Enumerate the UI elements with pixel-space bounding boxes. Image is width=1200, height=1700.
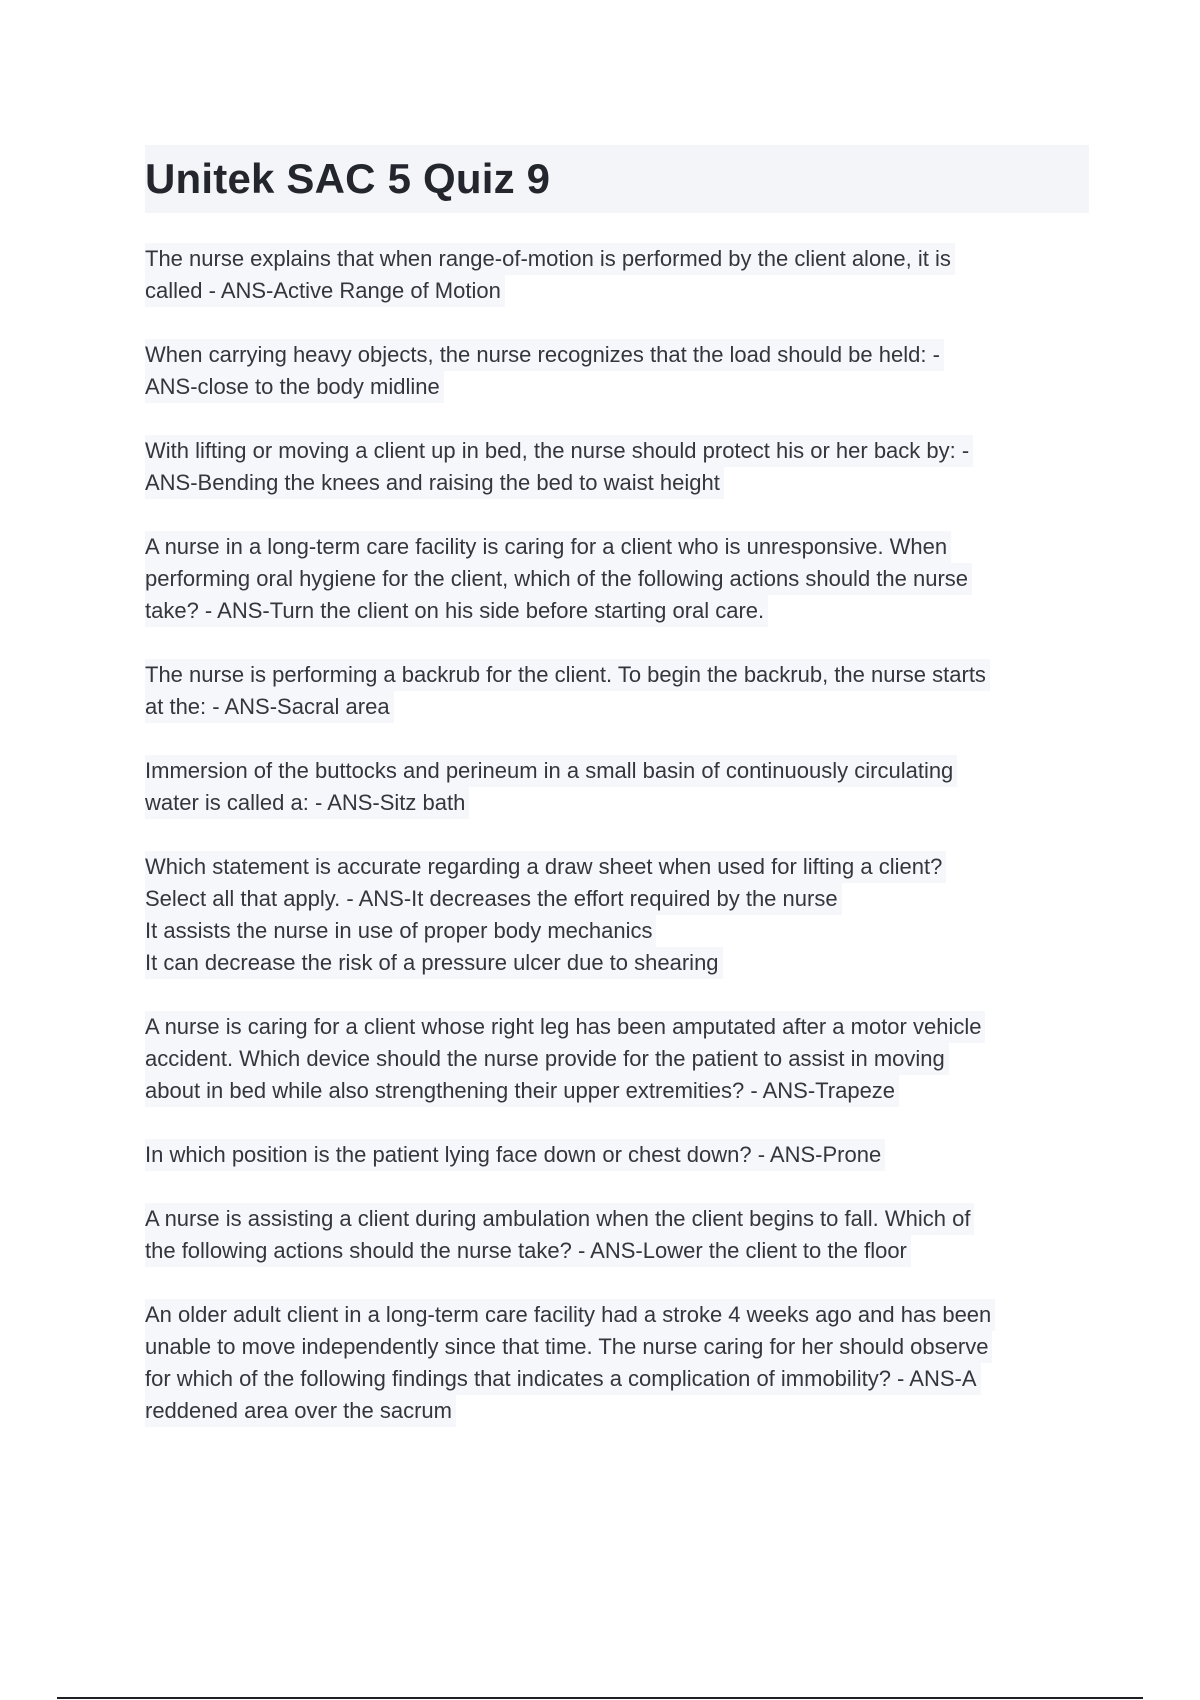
page-title: Unitek SAC 5 Quiz 9 xyxy=(145,155,551,202)
qa-list xyxy=(145,243,1089,1427)
qa-line: A nurse in a long-term care facility is caring for a client who is unresponsive. When xyxy=(145,531,951,563)
qa-line: It assists the nurse in use of proper body mechanics xyxy=(145,915,656,947)
qa-line: The nurse explains that when range-of-motion is performed by the client alone, it is xyxy=(145,243,955,275)
qa-item xyxy=(145,1139,1089,1171)
qa-line: A nurse is assisting a client during ambulation when the client begins to fall. Which of xyxy=(145,1203,974,1235)
qa-item xyxy=(145,1011,1089,1107)
qa-line: the following actions should the nurse take? - ANS-Lower the client to the floor xyxy=(145,1235,911,1267)
qa-item xyxy=(145,1299,1089,1427)
qa-line: accident. Which device should the nurse provide for the patient to assist in moving xyxy=(145,1043,949,1075)
qa-item xyxy=(145,339,1089,403)
document-page xyxy=(145,145,1089,1459)
qa-line: An older adult client in a long-term care facility had a stroke 4 weeks ago and has been xyxy=(145,1299,995,1331)
qa-line: called - ANS-Active Range of Motion xyxy=(145,275,505,307)
qa-line: Which statement is accurate regarding a draw sheet when used for lifting a client? xyxy=(145,851,946,883)
qa-item xyxy=(145,755,1089,819)
qa-line: unable to move independently since that time. The nurse caring for her should observe xyxy=(145,1331,992,1363)
qa-line: It can decrease the risk of a pressure ulcer due to shearing xyxy=(145,947,723,979)
qa-line: The nurse is performing a backrub for the client. To begin the backrub, the nurse starts xyxy=(145,659,990,691)
qa-line: In which position is the patient lying face down or chest down? - ANS-Prone xyxy=(145,1139,885,1171)
qa-item xyxy=(145,243,1089,307)
qa-line: performing oral hygiene for the client, which of the following actions should the nurse xyxy=(145,563,972,595)
qa-item xyxy=(145,435,1089,499)
qa-line: at the: - ANS-Sacral area xyxy=(145,691,394,723)
qa-item xyxy=(145,1203,1089,1267)
footer-rule xyxy=(57,1697,1143,1699)
qa-line: ANS-close to the body midline xyxy=(145,371,444,403)
qa-line: A nurse is caring for a client whose right leg has been amputated after a motor vehicle xyxy=(145,1011,985,1043)
qa-line: ANS-Bending the knees and raising the bed to waist height xyxy=(145,467,724,499)
qa-line: When carrying heavy objects, the nurse recognizes that the load should be held: - xyxy=(145,339,944,371)
qa-line: Immersion of the buttocks and perineum in a small basin of continuously circulating xyxy=(145,755,957,787)
qa-line: With lifting or moving a client up in bed, the nurse should protect his or her back by: - xyxy=(145,435,973,467)
qa-line: water is called a: - ANS-Sitz bath xyxy=(145,787,469,819)
qa-line: Select all that apply. - ANS-It decreases the effort required by the nurse xyxy=(145,883,842,915)
qa-item xyxy=(145,851,1089,979)
title-block xyxy=(145,145,1089,213)
qa-line: for which of the following findings that indicates a complication of immobility? - ANS-A xyxy=(145,1363,981,1395)
qa-line: take? - ANS-Turn the client on his side before starting oral care. xyxy=(145,595,768,627)
qa-item xyxy=(145,659,1089,723)
qa-line: about in bed while also strengthening their upper extremities? - ANS-Trapeze xyxy=(145,1075,899,1107)
qa-line: reddened area over the sacrum xyxy=(145,1395,456,1427)
qa-item xyxy=(145,531,1089,627)
